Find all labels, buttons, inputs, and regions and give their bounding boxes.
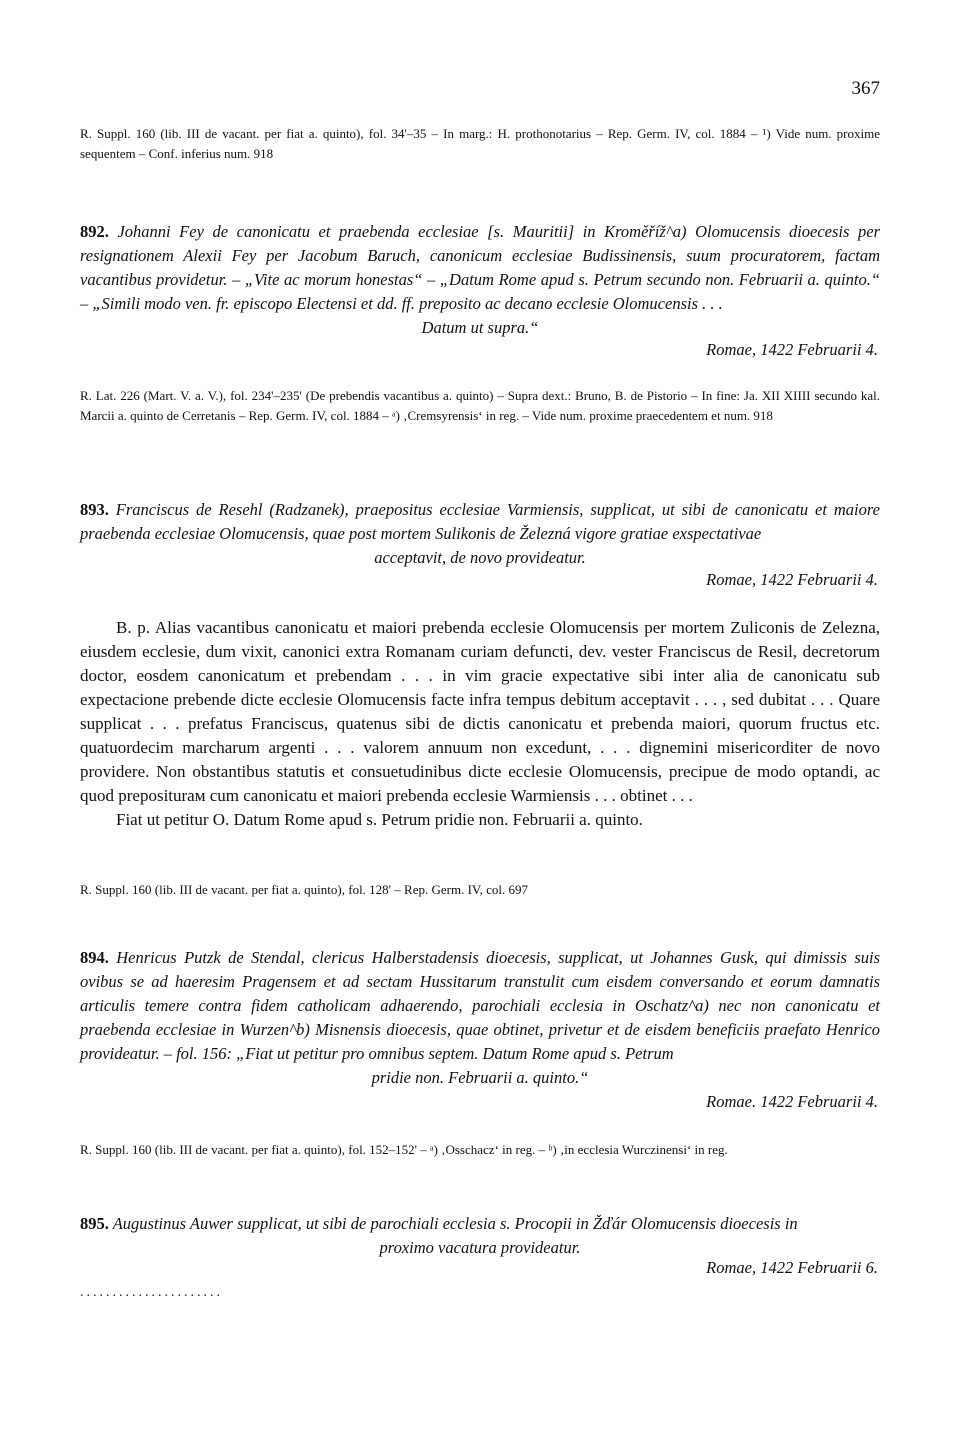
footnote-891: R. Suppl. 160 (lib. III de vacant. per fiat a. quinto), fol. 34'–35 – In marg.: H. prothonotarius – Rep. Germ. IV, col. 1884 – ¹) Vide num. proxime sequentem – Conf. inferius num. 918 <box>80 126 880 161</box>
footnote-892: R. Lat. 226 (Mart. V. a. V.), fol. 234'–235' (De prebendis vacantibus a. quinto) – Supra dext.: Bruno, B. de Pistorio – In fine: Ja. XII XIIII secundo kal. Marcii a. quinto de Cerretanis – Rep. Germ. IV, col. 1884 – ᵃ) ‚Cremsyrensis‘ in reg. – Vide num. proxime praecedentem et num. 918 <box>80 388 880 423</box>
entry-number: 892. <box>80 222 109 241</box>
entry-892 <box>80 220 880 340</box>
supplication-body: B. p. Alias vacantibus canonicatu et maiori prebenda ecclesie Olomucensis per mortem Zuliconis de Zelezna, eiusdem ecclesie, dum vixit, canonici extra Romanam curiam defuncti, dev. vester Franciscus de Resil, decretorum doctor, eosdem canonicatum et prebendam . . . in vim gracie expectative sibi inter alia de canonicatu sub expectacione prebende dicte ecclesie Olomucensis facte infra tempus debitum acceptavit . . . , sed dubitat . . . Quare supplicat . . . prefatus Franciscus, quatenus sibi de dictis canonicatu et prebenda maiori, quorum fructus etc. quatuordecim marcharum argenti . . . valorem annuum non excedunt, . . . dignemini misericorditer de novo providere. Non obstantibus statutis et consuetudinibus dicte ecclesie Olomucensis, precipue de modo optandi, ac quod prepositurам cum canonicatu et maiori prebenda ecclesie Warmiensis . . . obtinet . . . <box>80 618 880 805</box>
dateline-894: Romae. 1422 Februarii 4. <box>706 1092 878 1111</box>
entry-regest: Augustinus Auwer supplicat, ut sibi de parochiali ecclesia s. Procopii in Žďár Olomucensis dioecesis in <box>112 1214 798 1233</box>
entry-regest-last-line: pridie non. Februarii a. quinto.“ <box>371 1068 589 1087</box>
dateline-893: Romae, 1422 Februarii 4. <box>706 570 878 589</box>
entry-regest: Johanni Fey de canonicatu et praebenda ecclesiae [s. Mauritii] in Kroměříž^a) Olomucensis dioecesis per resignationem Alexii Fey per Jacobum Baruch, canonicum ecclesiae Budissinensis, suum procuratorem, factam vacantibus providetur. – „Vite ac morum honestas“ – „Datum Rome apud s. Petrum secundo non. Februarii a. quinto.“ – „Simili modo ven. fr. episcopo Electensi et dd. ff. preposito ac decano ecclesie Olomucensis . . . <box>80 222 880 313</box>
footnote-894: R. Suppl. 160 (lib. III de vacant. per fiat a. quinto), fol. 152–152' – ᵃ) ‚Osschacz‘ in reg. – ᵇ) ‚in ecclesia Wurczinensi‘ in reg. <box>80 1142 728 1157</box>
entry-893 <box>80 498 880 570</box>
omission-dots: ...................... <box>80 1285 223 1300</box>
entry-regest: Franciscus de Resehl (Radzanek), praepositus ecclesiae Varmiensis, supplicat, ut sibi de canonicatu et maiore praebenda ecclesiae Olomucensis, quae post mortem Sulikonis de Železná vigore gratiae exspectativae <box>80 500 881 543</box>
entry-regest-last-line: proximo vacatura provideatur. <box>379 1238 581 1257</box>
dateline-895: Romae, 1422 Februarii 6. <box>706 1258 878 1277</box>
entry-number: 894. <box>80 948 109 967</box>
footnote-893: R. Suppl. 160 (lib. III de vacant. per fiat a. quinto), fol. 128' – Rep. Germ. IV, col. 697 <box>80 882 528 897</box>
page-number: 367 <box>851 78 880 99</box>
supplication-fiat: Fiat ut petitur O. Datum Rome apud s. Petrum pridie non. Februarii a. quinto. <box>116 810 643 829</box>
supplication-text-893 <box>80 616 880 832</box>
entry-regest-last-line: Datum ut supra.“ <box>421 318 539 337</box>
entry-regest: Henricus Putzk de Stendal, clericus Halberstadensis dioecesis, supplicat, ut Johannes Gusk, qui dimissis suis ovibus se ad haeresim Pragensem et ad sectam Hussitarum transtulit cum eisdem conversando et eorum damnatis articulis temere contra fidem catholicam adhaerendo, parochiali ecclesia in Oschatz^a) nec non canonicatu et praebenda ecclesiae in Wurzen^b) Misnensis dioecesis, quae obtinet, privetur et de eisdem beneficiis praefato Henrico provideatur. – fol. 156: „Fiat ut petitur pro omnibus septem. Datum Rome apud s. Petrum <box>80 948 880 1063</box>
entry-895 <box>80 1212 880 1260</box>
entry-number: 893. <box>80 500 109 519</box>
entry-number: 895. <box>80 1214 109 1233</box>
entry-894 <box>80 946 880 1090</box>
dateline-892: Romae, 1422 Februarii 4. <box>706 340 878 359</box>
entry-regest-last-line: acceptavit, de novo provideatur. <box>374 548 586 567</box>
